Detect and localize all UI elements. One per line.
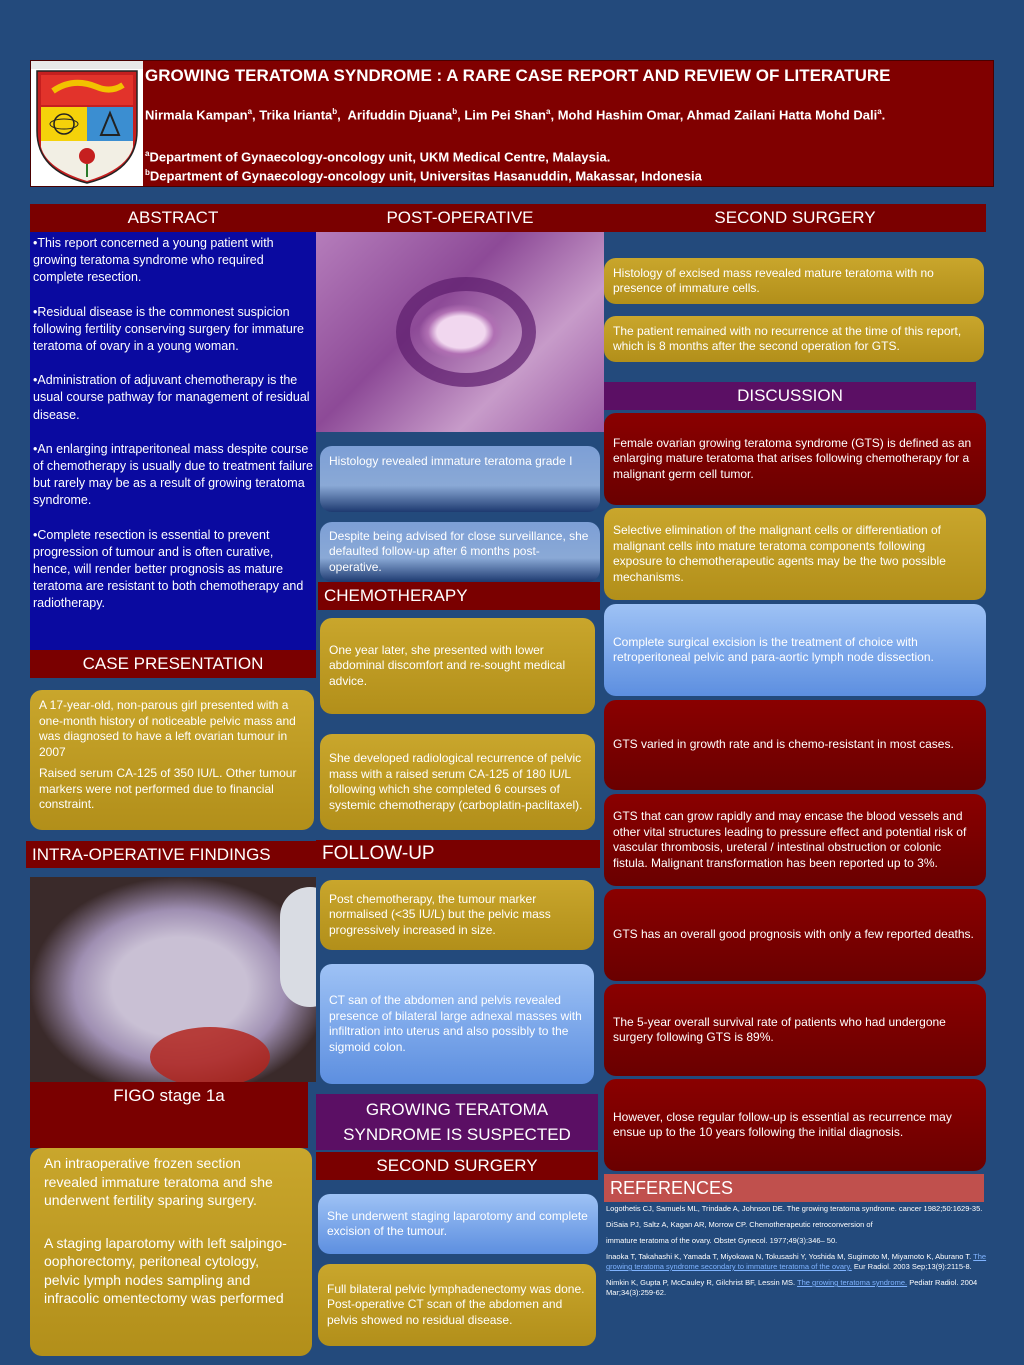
- discussion-box: Complete surgical excision is the treatment of choice with retroperitoneal pelvic and para-aortic lymph node dissection.: [604, 604, 986, 696]
- reference: Logothetis CJ, Samuels ML, Trindade A, Johnson DE. The growing teratoma syndrome. cancer 1982;50:1629-35.: [606, 1204, 983, 1213]
- chemotherapy-heading: CHEMOTHERAPY: [318, 582, 600, 610]
- surveillance-box: Despite being advised for close surveillance, she defaulted follow-up after 6 months post-operative.: [320, 522, 600, 582]
- histology-photo: [316, 232, 604, 432]
- affiliation: $^a$Department of Gynaecology-oncology unit, UKM Medical Centre, Malaysia.: [145, 149, 611, 165]
- reference: Nimkin K, Gupta P, McCauley R, Gilchrist BF, Lessin MS. The growing teratoma syndrome. Pediatr Radiol. 2004 Mar;34(3):259-62.: [606, 1278, 978, 1297]
- discussion-box: The 5-year overall survival rate of patients who had undergone surgery following GTS is 89%.: [604, 984, 986, 1076]
- references-list: [606, 1204, 996, 1304]
- abstract-heading: ABSTRACT: [30, 204, 316, 232]
- author: Nirmala Kampan: [145, 107, 248, 123]
- abstract-point: •This report concerned a young patient with growing teratoma syndrome who required complete resection.: [33, 236, 274, 285]
- affiliation: $^b$Department of Gynaecology-oncology unit, Universitas Hasanuddin, Makassar, Indonesia: [145, 168, 702, 184]
- author: Lim Pei Shan: [464, 107, 546, 123]
- author: Ahmad Zailani Hatta Mohd Dali: [686, 107, 878, 123]
- abstract-point: •Administration of adjuvant chemotherapy is the usual course pathway for management of residual disease.: [33, 373, 310, 422]
- reference: immature teratoma of the ovary. Obstet Gynecol. 1977;49(3):346– 50.: [606, 1236, 838, 1245]
- no-recurrence-box: The patient remained with no recurrence at the time of this report, which is 8 months after the second operation for GTS.: [604, 316, 984, 362]
- author: Trika Irianta: [259, 107, 333, 123]
- discussion-box: GTS varied in growth rate and is chemo-resistant in most cases.: [604, 700, 986, 790]
- reference-link[interactable]: The growing teratoma syndrome.: [797, 1278, 908, 1287]
- discussion-heading: DISCUSSION: [604, 382, 976, 410]
- author: Arifuddin Djuana: [347, 107, 453, 123]
- intraoperative-photo: [30, 877, 316, 1082]
- author-list: Nirmala Kampan$^a$, Trika Irianta$^b$, Arifuddin Djuana$^b$, Lim Pei Shan$^a$, Mohd Hashim Omar, Ahmad Zailani Hatta Mohd Dali$^a$.: [145, 107, 886, 123]
- intra-operative-heading: INTRA-OPERATIVE FINDINGS: [26, 841, 316, 868]
- chemotherapy-box-2: She developed radiological recurrence of pelvic mass with a raised serum CA-125 of 180 IU/L following which she completed 6 courses of systemic chemotherapy (carboplatin-paclitaxel).: [320, 734, 595, 830]
- gts-suspected-banner: GROWING TERATOMA SYNDROME IS SUSPECTED: [316, 1094, 598, 1150]
- second-surgery-top-heading: SECOND SURGERY: [604, 204, 986, 232]
- author: Mohd Hashim Omar: [557, 107, 680, 123]
- discussion-box: Female ovarian growing teratoma syndrome (GTS) is defined as an enlarging mature teratoma that arises following chemotherapy for a malignant germ cell tumor.: [604, 413, 986, 505]
- follow-up-heading: FOLLOW-UP: [316, 840, 600, 868]
- reference: Inaoka T, Takahashi K, Yamada T, Miyokawa N, Tokusashi Y, Yoshida M, Sugimoto M, Miyamoto K, Aburano T. The growing teratoma syndrome secondary to immature teratoma of the ovary. Eur Radiol. 2003 Sep;13(9):2115-8.: [606, 1252, 987, 1271]
- abstract-point: •An enlarging intraperitoneal mass despite course of chemotherapy is usually due to treatment failure but rarely may be as a result of growing teratoma syndrome.: [33, 441, 314, 508]
- second-surgery-mid-heading: SECOND SURGERY: [316, 1152, 598, 1180]
- discussion-box: GTS that can grow rapidly and may encase the blood vessels and other vital structures leading to pressure effect and potential risk of vascular thrombosis, ureteral / intestinal obstruction or colonic fistula. Malignant transformation has been reported up to 3%.: [604, 794, 986, 886]
- reference: DiSaia PJ, Saltz A, Kagan AR, Morrow CP. Chemotherapeutic retroconversion of: [606, 1220, 873, 1229]
- discussion-box: GTS has an overall good prognosis with only a few reported deaths.: [604, 889, 986, 981]
- follow-up-box-1: Post chemotherapy, the tumour marker normalised (<35 IU/L) but the pelvic mass progressively increased in size.: [320, 880, 594, 950]
- university-crest-logo: [31, 61, 143, 186]
- references-heading: REFERENCES: [604, 1174, 984, 1202]
- poster-title: GROWING TERATOMA SYNDROME : A RARE CASE REPORT AND REVIEW OF LITERATURE: [145, 66, 891, 85]
- reference-link[interactable]: The growing teratoma syndrome secondary to immature teratoma of the ovary.: [606, 1252, 987, 1271]
- figo-stage-banner: FIGO stage 1a: [30, 1082, 308, 1148]
- discussion-box: Selective elimination of the malignant cells or differentiation of malignant cells into mature teratoma components following exposure to chemotherapeutic agents may be the two possible mechanisms.: [604, 508, 986, 600]
- follow-up-box-2: CT san of the abdomen and pelvis revealed presence of bilateral large adnexal masses with infiltration into uterus and also possibly to the sigmoid colon.: [320, 964, 594, 1084]
- case-presentation-box: A 17-year-old, non-parous girl presented with a one-month history of noticeable pelvic mass and was diagnosed to have a left ovarian tumour in 2007 Raised serum CA-125 of 350 IU/L. Other tumour markers were not performed due to financial constraint.: [30, 690, 314, 830]
- post-operative-heading: POST-OPERATIVE: [316, 204, 604, 232]
- abstract-point: •Complete resection is essential to prevent progression of tumour and is often curative, hence, will render better prognosis as mature teratoma are resistant to both chemotherapy and radiotherapy.: [33, 527, 304, 611]
- abstract-point: •Residual disease is the commonest suspicion following fertility conserving surgery for immature teratoma of ovary in a young woman.: [33, 304, 304, 354]
- second-surgery-box-1: She underwent staging laparotomy and complete excision of the tumour.: [318, 1194, 598, 1254]
- second-surgery-histology-box: Histology of excised mass revealed mature teratoma with no presence of immature cells.: [604, 258, 984, 304]
- intra-operative-box: An intraoperative frozen section revealed immature teratoma and she underwent fertility sparing surgery. A staging laparotomy with left salpingo-oophorectomy, peritoneal cytology, pelvic lymph nodes sampling and infracolic omentectomy was performed: [30, 1148, 312, 1356]
- discussion-box: However, close regular follow-up is essential as recurrence may ensue up to the 10 years following the initial diagnosis.: [604, 1079, 986, 1171]
- case-presentation-heading: CASE PRESENTATION: [30, 650, 316, 678]
- abstract-body: [30, 232, 316, 650]
- second-surgery-box-2: Full bilateral pelvic lymphadenectomy was done. Post-operative CT scan of the abdomen and pelvis showed no residual disease.: [318, 1264, 596, 1346]
- histology-box: Histology revealed immature teratoma grade I: [320, 446, 600, 512]
- chemotherapy-box-1: One year later, she presented with lower abdominal discomfort and re-sought medical advice.: [320, 618, 595, 714]
